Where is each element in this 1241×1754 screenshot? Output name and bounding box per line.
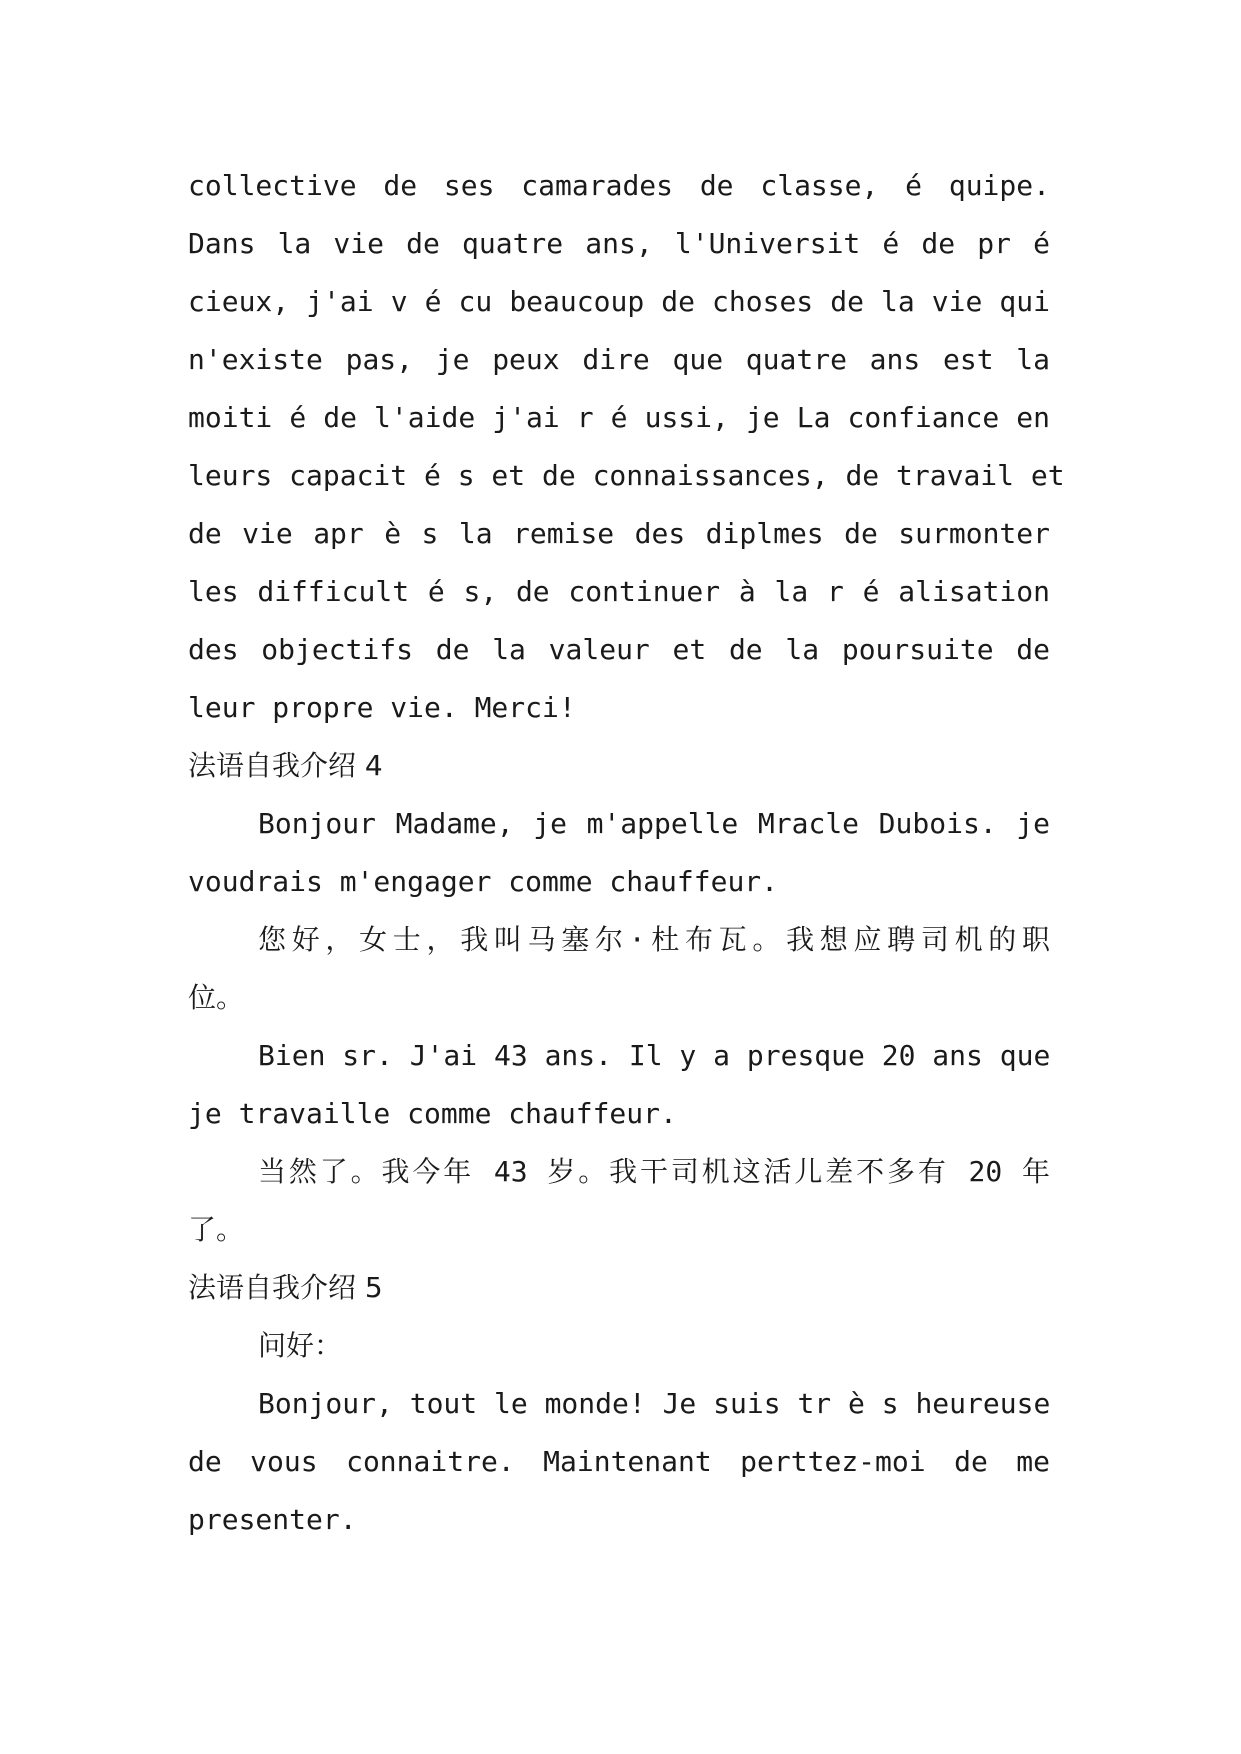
paragraph-line: 位。 — [188, 981, 245, 1014]
body-text-line: cieux, j'ai v é cu beaucoup de choses de la vie qui — [188, 285, 1050, 318]
body-text-line: n'existe pas, je peux dire que quatre ans est la — [188, 343, 1050, 376]
document-page — [188, 157, 1065, 1549]
paragraph-line: Bien sr. J'ai 43 ans. Il y a presque 20 ans que — [258, 1039, 1051, 1072]
paragraph-line: 当然了。我今年 43 岁。我干司机这活儿差不多有 20 年 — [258, 1155, 1050, 1188]
paragraph-line: 您好，女士，我叫马塞尔·杜布瓦。我想应聘司机的职 — [258, 923, 1050, 956]
paragraph-line: 了。 — [188, 1213, 245, 1246]
section-heading-5: 法语自我介绍 5 — [188, 1271, 383, 1304]
body-text-line: des objectifs de la valeur et de la poursuite de — [188, 633, 1050, 666]
paragraph-line: presenter. — [188, 1503, 357, 1536]
body-text-line: moiti é de l'aide j'ai r é ussi, je La confiance en — [188, 401, 1050, 434]
paragraph-line: Bonjour Madame, je m'appelle Mracle Dubois. je — [258, 807, 1050, 840]
section-heading-4: 法语自我介绍 4 — [188, 749, 383, 782]
body-text-line: Dans la vie de quatre ans, l'Universit é de pr é — [188, 227, 1050, 260]
body-text-line: les difficult é s, de continuer à la r é alisation — [188, 575, 1050, 608]
paragraph-line: de vous connaitre. Maintenant perttez-moi de me — [188, 1445, 1050, 1478]
body-text-line: leurs capacit é s et de connaissances, de travail et — [188, 459, 1065, 492]
paragraph-line: je travaille comme chauffeur. — [188, 1097, 677, 1130]
paragraph-line: voudrais m'engager comme chauffeur. — [188, 865, 779, 898]
paragraph-line: Bonjour, tout le monde! Je suis tr è s heureuse — [258, 1387, 1051, 1420]
body-text-line: de vie apr è s la remise des diplmes de surmonter — [188, 517, 1050, 550]
greeting-line: 问好： — [258, 1329, 343, 1362]
body-text-line: collective de ses camarades de classe, é quipe. — [188, 169, 1050, 202]
body-text-line: leur propre vie. Merci! — [188, 691, 576, 724]
